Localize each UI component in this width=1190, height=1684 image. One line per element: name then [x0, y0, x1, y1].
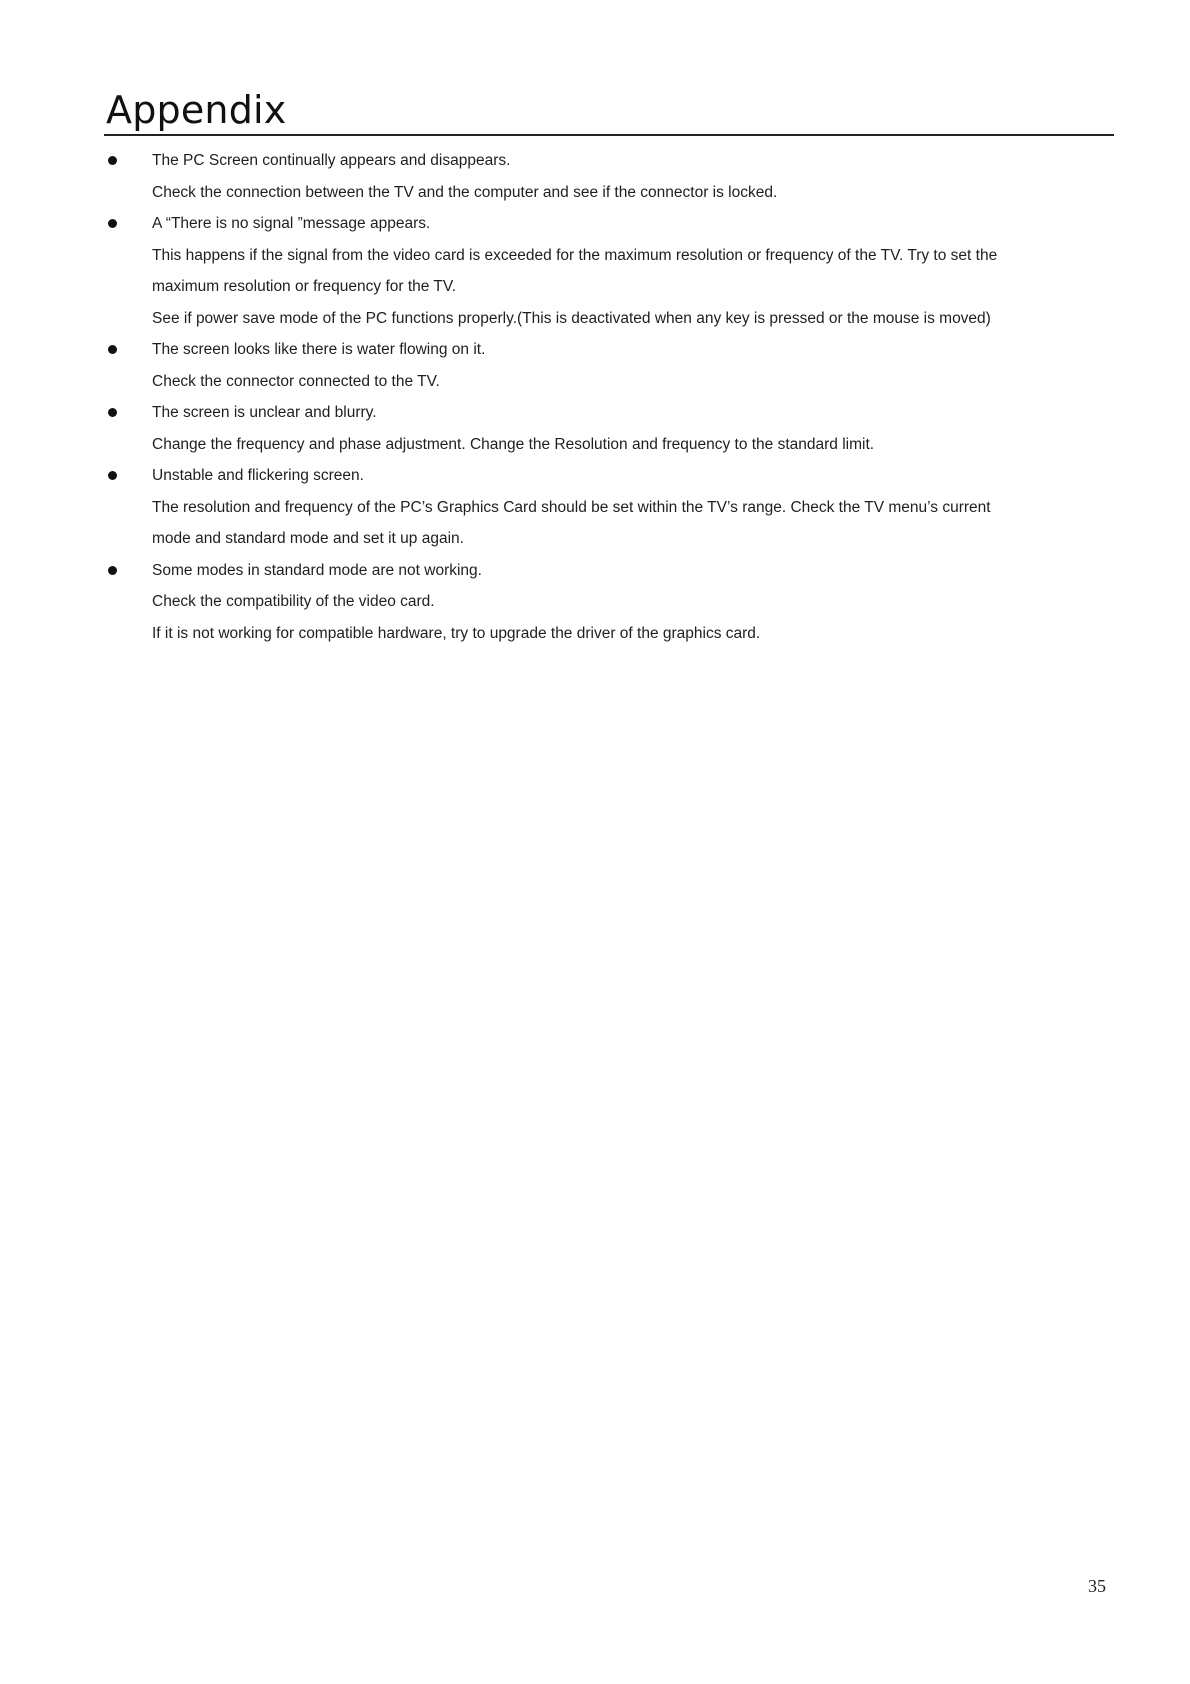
item-heading: A “There is no signal ”message appears. — [152, 215, 431, 232]
item-detail: This happens if the signal from the video card is exceeded for the maximum resolution or frequency of the TV. Try to set the — [152, 246, 998, 264]
item-heading: Unstable and flickering screen. — [152, 467, 364, 484]
bullet-icon — [108, 566, 117, 575]
item-detail: Change the frequency and phase adjustment. Change the Resolution and frequency to the standard limit. — [152, 435, 875, 453]
item-detail: The resolution and frequency of the PC’s Graphics Card should be set within the TV’s range. Check the TV menu’s current — [152, 498, 991, 516]
bullet-icon — [108, 471, 117, 480]
item-heading: The PC Screen continually appears and disappears. — [152, 152, 511, 169]
item-heading: The screen is unclear and blurry. — [152, 404, 377, 421]
list-item — [0, 208, 1190, 334]
list-item — [0, 397, 1190, 460]
page-title: Appendix — [106, 88, 287, 132]
item-heading: Some modes in standard mode are not working. — [152, 561, 482, 579]
bullet-icon — [108, 156, 117, 165]
list-item — [0, 555, 1190, 650]
item-detail: Check the connector connected to the TV. — [152, 372, 440, 390]
list-item — [0, 460, 1190, 555]
title-divider — [104, 134, 1114, 136]
list-item — [0, 334, 1190, 397]
page-number: 35 — [1088, 1576, 1106, 1596]
item-detail: Check the connection between the TV and the computer and see if the connector is locked. — [152, 183, 778, 201]
bullet-icon — [108, 219, 117, 228]
item-detail: maximum resolution or frequency for the TV. — [152, 278, 457, 295]
troubleshooting-list — [0, 145, 1190, 649]
item-detail: mode and standard mode and set it up again. — [152, 530, 464, 547]
item-detail: If it is not working for compatible hardware, try to upgrade the driver of the graphics card. — [152, 624, 761, 642]
bullet-icon — [108, 345, 117, 354]
bullet-icon — [108, 408, 117, 417]
item-heading: The screen looks like there is water flowing on it. — [152, 341, 486, 358]
list-item — [0, 145, 1190, 208]
item-detail: Check the compatibility of the video card. — [152, 593, 435, 610]
item-detail: See if power save mode of the PC functions properly.(This is deactivated when any key is pressed or the mouse is moved) — [152, 309, 991, 327]
